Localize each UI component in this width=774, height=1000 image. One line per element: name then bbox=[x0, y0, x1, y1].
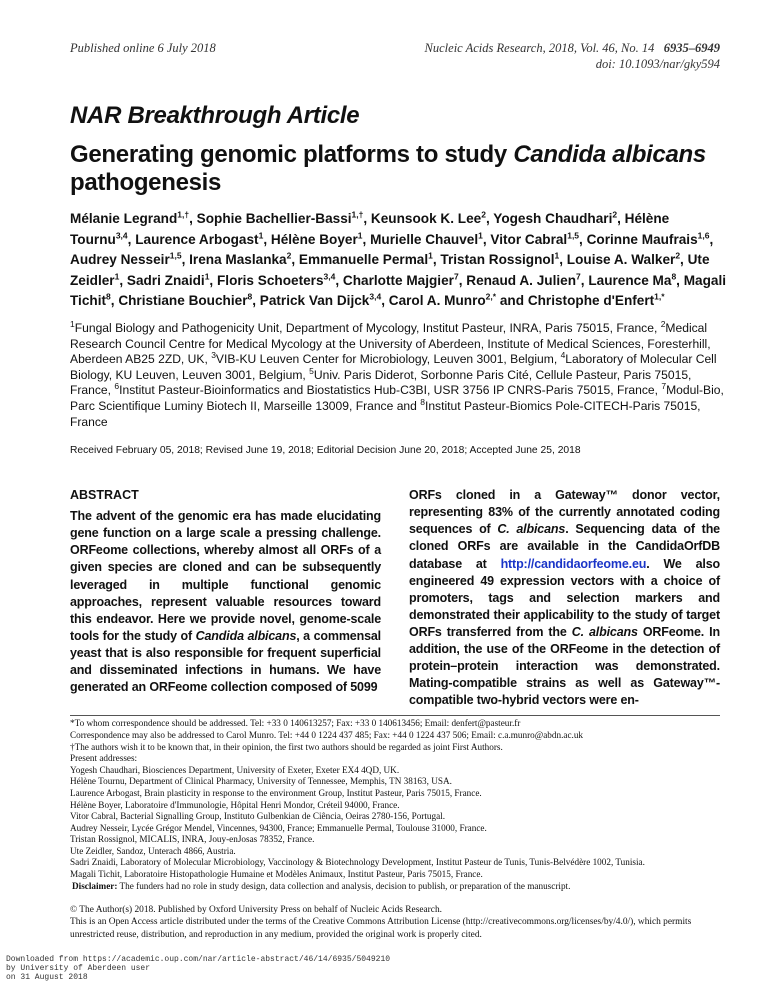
license-text: This is an Open Access article distributed under the terms of the Creative Commons Attribution License (http://creativecommons.org/licenses/by/4.0/), which permits unrestricted reuse, distribution, and reproduction in any medium, provided the original work is properly cited. bbox=[70, 917, 692, 940]
author-name: Magali Tichit bbox=[70, 272, 727, 309]
download-line: Downloaded from https://academic.oup.com/nar/article-abstract/46/14/6935/5049210 bbox=[6, 954, 391, 964]
author-affiliation-mark: 1 bbox=[114, 271, 120, 282]
author bbox=[271, 232, 363, 247]
abstract bbox=[70, 487, 720, 709]
author-affiliation-mark: 8 bbox=[671, 271, 677, 282]
footnotes bbox=[70, 718, 730, 892]
author-name: Ute Zeidler bbox=[70, 252, 710, 288]
author-name: Laurence Arbogast bbox=[135, 231, 259, 247]
affiliation-text: VIB-KU Leuven Center for Microbiology, Leuven 3001, Belgium, bbox=[215, 352, 561, 367]
text-segment: pathogenesis bbox=[70, 169, 222, 196]
disclaimer-text: The funders had no role in study design, data collection and analysis, decision to publish, or preparation of the manuscript. bbox=[117, 880, 571, 891]
author bbox=[493, 211, 617, 226]
author-affiliation-mark: 1,5 bbox=[169, 250, 182, 261]
author-name: Sadri Znaidi bbox=[126, 272, 205, 288]
abstract-left bbox=[70, 487, 381, 709]
author bbox=[70, 211, 189, 226]
footnote-divider bbox=[70, 715, 720, 716]
affiliation-number: 3 bbox=[211, 350, 216, 361]
author-affiliation-mark: 2,* bbox=[485, 291, 497, 302]
author-affiliation-mark: 1 bbox=[478, 230, 483, 241]
footnote-line: Audrey Nesseir, Lycée Grégor Mendel, Vincennes, 94300, France; Emmanuelle Permal, Toulouse 31000, France. bbox=[70, 822, 487, 833]
text-segment: The advent of the genomic era has made elucidating gene function on a large scale a pressing challenge. ORFeome collections, whereby almost all ORFs of a given species are cloned and can be subsequently leveraged in multiple functional genomic approaches, represent valuable resources toward this endeavor. Here we provide novel, genome-scale tools for the study of bbox=[70, 509, 381, 643]
received-dates: Received February 05, 2018; Revised June 19, 2018; Editorial Decision June 20, 2018; Accepted June 25, 2018 bbox=[70, 445, 581, 457]
author-name: Christiane Bouchier bbox=[118, 293, 248, 309]
footnote-line: Yogesh Chaudhari, Biosciences Department, University of Exeter, Exeter EX4 4QD, UK. bbox=[70, 764, 400, 775]
author-name: Vitor Cabral bbox=[490, 231, 568, 247]
affiliation-text: Modul-Bio, Parc Scientifique Luminy Biotech II, Marseille 13009, France and bbox=[70, 383, 724, 413]
author-name: Christophe d'Enfert bbox=[527, 293, 655, 309]
author-name: Laurence Ma bbox=[588, 272, 672, 288]
affiliation-text: Institut Pasteur-Biomics Pole-CITECH-Paris 75015, France bbox=[70, 398, 701, 429]
italic-text: Candida albicans bbox=[195, 628, 297, 643]
author-affiliation-mark: 7 bbox=[576, 271, 581, 282]
copyright-notice bbox=[70, 904, 725, 941]
abstract-right bbox=[409, 487, 720, 709]
author-name: Yogesh Chaudhari bbox=[493, 211, 613, 226]
footnote-line: Laurence Arbogast, Brain plasticity in response to the environment Group, Institut Pasteur, Paris 75015, France. bbox=[70, 787, 482, 798]
author-name: Mélanie Legrand bbox=[70, 211, 178, 226]
text-segment: ORFs cloned in a Gateway™ donor vector, representing 83% of the currently annotated coding sequences of bbox=[409, 488, 720, 537]
affiliation-number: 6 bbox=[114, 381, 120, 392]
author-name: Sophie Bachellier-Bassi bbox=[196, 211, 352, 226]
author bbox=[588, 273, 676, 288]
footnote-line: *To whom correspondence should be addressed. Tel: +33 0 140613257; Fax: +33 0 140613456; Email: denfert@pasteur.fr bbox=[70, 718, 521, 729]
affiliation-text: Fungal Biology and Pathogenicity Unit, Department of Mycology, Institut Pasteur, INRA, Paris 75015, France, bbox=[74, 320, 661, 335]
footnote-line: Hélène Tournu, Department of Clinical Pharmacy, University of Tennessee, Memphis, TN 38163, USA. bbox=[70, 776, 452, 787]
author-name: Patrick Van Dijck bbox=[259, 293, 370, 309]
author bbox=[370, 232, 483, 247]
author bbox=[567, 252, 680, 267]
author bbox=[299, 252, 433, 267]
author bbox=[197, 211, 364, 226]
author-name: Tristan Rossignol bbox=[440, 252, 555, 268]
author-name: Renaud A. Julien bbox=[466, 272, 577, 288]
affiliation-number: 5 bbox=[309, 365, 314, 376]
journal-citation bbox=[425, 40, 720, 72]
footnote-line: Ute Zeidler, Sandoz, Unterach 4866, Austria. bbox=[70, 845, 236, 856]
author-affiliation-mark: 2 bbox=[675, 250, 681, 261]
author bbox=[466, 273, 581, 288]
author-and: and bbox=[499, 293, 525, 309]
italic-text: Candida albicans bbox=[513, 141, 706, 168]
author-affiliation-mark: 1 bbox=[428, 250, 433, 261]
disclaimer bbox=[70, 881, 730, 893]
author-affiliation-mark: 3,4 bbox=[369, 291, 382, 302]
author-affiliation-mark: 1,6 bbox=[697, 230, 710, 241]
author bbox=[371, 211, 486, 226]
footnote-line: Hélène Boyer, Laboratoire d'Immunologie, Hôpital Henri Mondor, Créteil 94000, France. bbox=[70, 799, 400, 810]
author-affiliation-mark: 1,† bbox=[351, 209, 364, 220]
affiliations bbox=[70, 318, 730, 430]
copyright: © The Author(s) 2018. Published by Oxford University Press on behalf of Nucleic Acids Research. bbox=[70, 905, 442, 916]
author-affiliation-mark: 7 bbox=[453, 271, 459, 282]
footnote-line: Tristan Rossignol, MICALIS, INRA, Jouy-enJosas 78352, France. bbox=[70, 834, 315, 845]
author bbox=[118, 293, 252, 308]
author-name: Keunsook K. Lee bbox=[370, 211, 482, 226]
author-affiliation-mark: 3,4 bbox=[115, 230, 128, 241]
italic-text: C. albicans bbox=[497, 522, 566, 537]
author-name: Louise A. Walker bbox=[566, 252, 676, 268]
author-affiliation-mark: 3,4 bbox=[323, 271, 336, 282]
author-name: Murielle Chauvel bbox=[370, 231, 479, 247]
author-name: Carol A. Munro bbox=[388, 293, 486, 309]
download-line: by University of Aberdeen user bbox=[6, 963, 151, 973]
author-affiliation-mark: 1,† bbox=[177, 209, 190, 220]
author-affiliation-mark: 8 bbox=[247, 291, 253, 302]
author bbox=[587, 232, 710, 247]
author-affiliation-mark: 2 bbox=[612, 209, 618, 220]
journal-name: Nucleic Acids Research, 2018, Vol. 46, No. 14 bbox=[424, 41, 655, 55]
link[interactable]: http://candidaorfeome.eu bbox=[500, 556, 647, 571]
abstract-heading: ABSTRACT bbox=[70, 488, 139, 503]
author-affiliation-mark: 1 bbox=[357, 230, 363, 241]
text-segment: . Sequencing data of the cloned ORFs are available in the CandidaOrfDB database at bbox=[409, 522, 720, 571]
text-segment: , a commensal yeast that is also responsible for frequent superficial and disseminated infections in humans. We have generated an ORFeome collection composed of 5099 bbox=[70, 628, 381, 695]
author bbox=[260, 293, 381, 308]
footnote-line: Vitor Cabral, Bacterial Signalling Group, Instituto Gulbenkian de Ciência, Oeiras 2780-156, Portugal. bbox=[70, 811, 446, 822]
paper-title bbox=[70, 141, 730, 197]
author bbox=[135, 232, 263, 247]
affiliation-number: 2 bbox=[660, 318, 666, 329]
published-date: Published online 6 July 2018 bbox=[70, 41, 216, 55]
author-affiliation-mark: 8 bbox=[106, 291, 111, 302]
author-name: Irena Maslanka bbox=[189, 252, 287, 268]
affiliation-text: Laboratory of Molecular Cell Biology, KU Leuven, Leuven 3001, Belgium, bbox=[70, 352, 717, 382]
footnote-line: Sadri Znaidi, Laboratory of Molecular Microbiology, Vaccinology & Biotechnology Development, Institut Pasteur de Tunis, Tunis-Belvédère 1002, Tunisia. bbox=[70, 857, 645, 868]
author bbox=[217, 273, 335, 288]
text-segment: . We also engineered 49 expression vectors with a choice of promoters, tags and selection markers and demonstrated their applicability to the study of target ORFs transferred from the bbox=[409, 556, 720, 639]
text-segment: ORFeome. In addition, the use of the ORFeome in the detection of protein–protein interaction was demonstrated. Mating-compatible strains as well as Gateway™-compatible two-hybrid vectors were en- bbox=[409, 624, 720, 708]
author-affiliation-mark: 1,* bbox=[654, 291, 665, 302]
author-affiliation-mark: 1 bbox=[204, 271, 210, 282]
author-name: Hélène Boyer bbox=[270, 231, 358, 247]
download-line: on 31 August 2018 bbox=[6, 972, 88, 982]
author-name: Emmanuelle Permal bbox=[298, 252, 429, 268]
doi: doi: 10.1093/nar/gky594 bbox=[595, 57, 720, 71]
author-affiliation-mark: 2 bbox=[286, 250, 292, 261]
author-affiliation-mark: 1,5 bbox=[567, 230, 580, 241]
author-name: Charlotte Majgier bbox=[342, 272, 454, 288]
author bbox=[528, 293, 665, 308]
author bbox=[343, 273, 459, 288]
author bbox=[127, 273, 210, 288]
author bbox=[389, 293, 496, 308]
footnote-line: †The authors wish it to be known that, in their opinion, the first two authors should be regarded as joint First Authors. bbox=[70, 741, 503, 752]
disclaimer-label: Disclaimer: bbox=[72, 880, 118, 891]
affiliation-text: Medical Research Council Centre for Medical Mycology at the University of Aberdeen, Institute of Medical Sciences, Foresterhill, Aberdeen AB25 2ZD, UK, bbox=[70, 320, 711, 367]
text-segment: Generating genomic platforms to study bbox=[70, 141, 514, 168]
footnote-line: Magali Tichit, Laboratoire Histopathologie Humaine et Modèles Animaux, Institut Pasteur, Paris 75015, France. bbox=[70, 869, 483, 880]
download-stamp bbox=[6, 955, 730, 982]
author-name: Hélène Tournu bbox=[70, 211, 670, 247]
page-range: 6935–6949 bbox=[663, 41, 720, 55]
author-name: Audrey Nesseir bbox=[70, 252, 170, 268]
author-affiliation-mark: 1 bbox=[554, 250, 560, 261]
affiliation-text: Univ. Paris Diderot, Sorbonne Paris Cité, Cellule Pasteur, Paris 75015, France, bbox=[70, 367, 692, 398]
abstract-right-column bbox=[409, 487, 720, 709]
affiliation-number: 8 bbox=[420, 396, 425, 407]
author-name: Floris Schoeters bbox=[216, 272, 324, 288]
author bbox=[70, 252, 182, 267]
affiliation-text: Institut Pasteur-Bioinformatics and Biostatistics Hub-C3BI, USR 3756 IP CNRS-Paris 75015, France, bbox=[119, 383, 662, 398]
abstract-left-column bbox=[70, 508, 381, 696]
footnote-line: Present addresses: bbox=[70, 753, 138, 764]
author bbox=[189, 252, 291, 267]
author bbox=[490, 232, 579, 247]
author-list: Mélanie Legrand$^{1,\dagger}$, Sophie Bachellier-Bassi$^{1,\dagger}$, Keunsook K. Lee$^2$, Yogesh Chaudhari$^2$, Hélène Tournu$^{3,4}$, Laurence Arbogast$^1$, Hélène Boyer$^1$, Murielle Chauvel$^1$, Vitor Cabral$^{1,5}$, Corinne Maufrais$^{1,6}$, Audrey Nesseir$^{1,5}$, Irena Maslanka$^2$, Emmanuelle Permal$^1$, Tristan Rossignol$^1$, Louise A. Walker$^2$, Ute Zeidler$^1$, Sadri Znaidi$^1$, Floris Schoeters$^{3,4}$, Charlotte Majgier$^7$, Renaud A. Julien$^7$, Laurence Ma$^8$, Magali Tichit$^8$, Christiane Bouchier$^8$, Patrick Van Dijck$^{3,4}$, Carol A. Munro$^{2,*}$ and Christophe d'Enfert$^{1,*}$ bbox=[70, 209, 727, 309]
author-affiliation-mark: 1 bbox=[258, 230, 264, 241]
author-name: Corinne Maufrais bbox=[586, 231, 698, 247]
author bbox=[440, 252, 559, 267]
running-header bbox=[70, 40, 720, 72]
affiliation-number: 1 bbox=[70, 318, 75, 329]
footnote-line: Correspondence may also be addressed to Carol Munro. Tel: +44 0 1224 437 485; Fax: +44 0 1224 437 506; Email: c.a.munro@abdn.ac.uk bbox=[70, 729, 584, 740]
affiliation-number: 7 bbox=[661, 381, 667, 392]
affiliation-number: 4 bbox=[560, 350, 566, 361]
author-affiliation-mark: 2 bbox=[481, 209, 486, 220]
italic-text: C. albicans bbox=[571, 624, 638, 639]
article-type: NAR Breakthrough Article bbox=[70, 102, 360, 129]
